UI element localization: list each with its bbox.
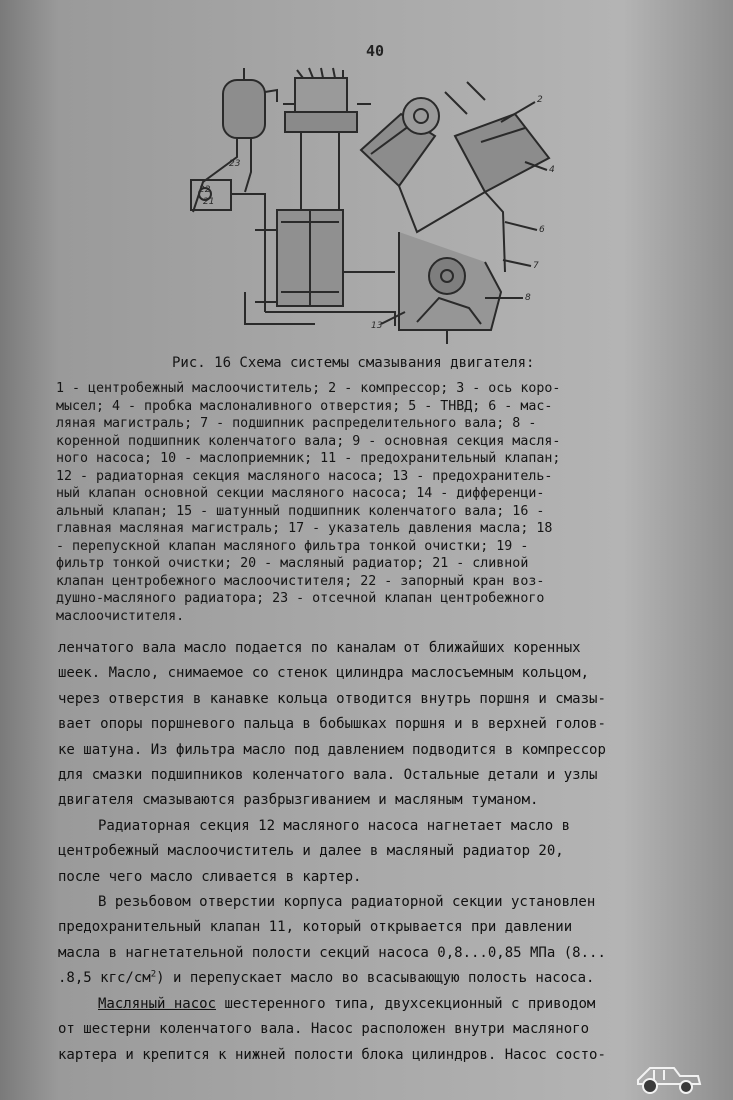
- legend-line: ного насоса; 10 - маслоприемник; 11 - предохранительный клапан;: [56, 451, 561, 466]
- body-line: шеек. Масло, снимаемое со стенок цилиндра маслосъемным кольцом,: [58, 665, 590, 682]
- legend-line: маслоочистителя.: [56, 608, 185, 624]
- figure-caption-title: Рис. 16 Схема системы смазывания двигателя:: [172, 355, 535, 371]
- svg-text:6: 6: [539, 225, 545, 235]
- tractor-stamp-image: [628, 1058, 708, 1096]
- body-line: ленчатого вала масло подается по каналам от ближайших коренных: [58, 640, 581, 656]
- legend-line: мысел; 4 - пробка маслоналивного отверстия; 5 - ТНВД; 6 - мас-: [56, 398, 553, 414]
- svg-text:23: 23: [229, 159, 241, 169]
- body-line: В резьбовом отверстии корпуса радиаторной секции установлен: [98, 894, 596, 911]
- svg-text:22: 22: [199, 185, 211, 195]
- svg-text:4: 4: [549, 165, 555, 175]
- legend-line: 12 - радиаторная секция масляного насоса; 13 - предохранитель-: [56, 468, 553, 484]
- legend-line: коренной подшипник коленчатого вала; 9 - основная секция масля-: [56, 433, 561, 449]
- legend-line: ный клапан основной секции масляного насоса; 14 - дифференци-: [56, 486, 545, 501]
- body-text: [58, 636, 708, 1068]
- svg-text:21: 21: [203, 197, 215, 207]
- svg-text:13: 13: [371, 321, 383, 331]
- body-line: Радиаторная секция 12 масляного насоса нагнетает масло в: [98, 817, 571, 834]
- figure-legend: [56, 380, 692, 625]
- legend-line: 1 - центробежный маслоочиститель; 2 - компрессор; 3 - ось коро-: [56, 381, 561, 396]
- body-line: центробежный маслоочиститель и далее в масляный радиатор 20,: [58, 843, 564, 860]
- lubrication-system-diagram: [185, 62, 565, 352]
- body-line: от шестерни коленчатого вала. Насос расположен внутри масляного: [58, 1021, 590, 1038]
- legend-line: ляная магистраль; 7 - подшипник распределительного вала; 8 -: [56, 416, 537, 431]
- legend-line: - перепускной клапан масляного фильтра тонкой очистки; 19 -: [56, 538, 529, 554]
- svg-text:7: 7: [533, 261, 539, 271]
- legend-line: клапан центробежного маслоочистителя; 22 - запорный кран воз-: [56, 573, 545, 589]
- legend-line: главная масляная магистраль; 17 - указатель давления масла; 18: [56, 521, 553, 536]
- body-line: вает опоры поршневого пальца в бобышках поршня и в верхней голов-: [58, 716, 606, 733]
- body-line: картера и крепится к нижней полости блока цилиндров. Насос состо-: [58, 1046, 606, 1063]
- body-line: ке шатуна. Из фильтра масло под давлением подводится в компрессор: [58, 741, 606, 758]
- body-line: двигателя смазываются разбрызгиванием и масляным туманом.: [58, 792, 539, 809]
- body-line: после чего масло сливается в картер.: [58, 868, 362, 885]
- body-line: [58, 966, 708, 991]
- engine-schematic-drawing: [185, 62, 565, 352]
- superscript: 2: [150, 969, 157, 980]
- body-line: предохранительный клапан 11, который открывается при давлении: [58, 919, 573, 936]
- legend-line: альный клапан; 15 - шатунный подшипник коленчатого вала; 16 -: [56, 503, 545, 519]
- body-text-fragment: ) и перепускает масло во всасывающую полость насоса.: [156, 970, 595, 987]
- body-text-fragment: .8,5 кгс/см: [58, 970, 151, 987]
- page-number: 40: [366, 42, 385, 60]
- body-line: [58, 992, 708, 1017]
- body-line: через отверстия в канавке кольца отводится внутрь поршня и смазы-: [58, 690, 606, 707]
- svg-text:8: 8: [525, 293, 531, 303]
- legend-line: душно-масляного радиатора; 23 - отсечной клапан центробежного: [56, 591, 545, 606]
- body-line: для смазки подшипников коленчатого вала. Остальные детали и узлы: [58, 767, 598, 784]
- legend-line: фильтр тонкой очистки; 20 - масляный радиатор; 21 - сливной: [56, 556, 529, 571]
- section-heading-underlined: Масляный насос: [98, 995, 217, 1012]
- svg-text:2: 2: [537, 95, 543, 105]
- body-text-fragment: шестеренного типа, двухсекционный с приводом: [216, 995, 596, 1012]
- body-line: масла в нагнетательной полости секций насоса 0,8...0,85 МПа (8...: [58, 944, 606, 961]
